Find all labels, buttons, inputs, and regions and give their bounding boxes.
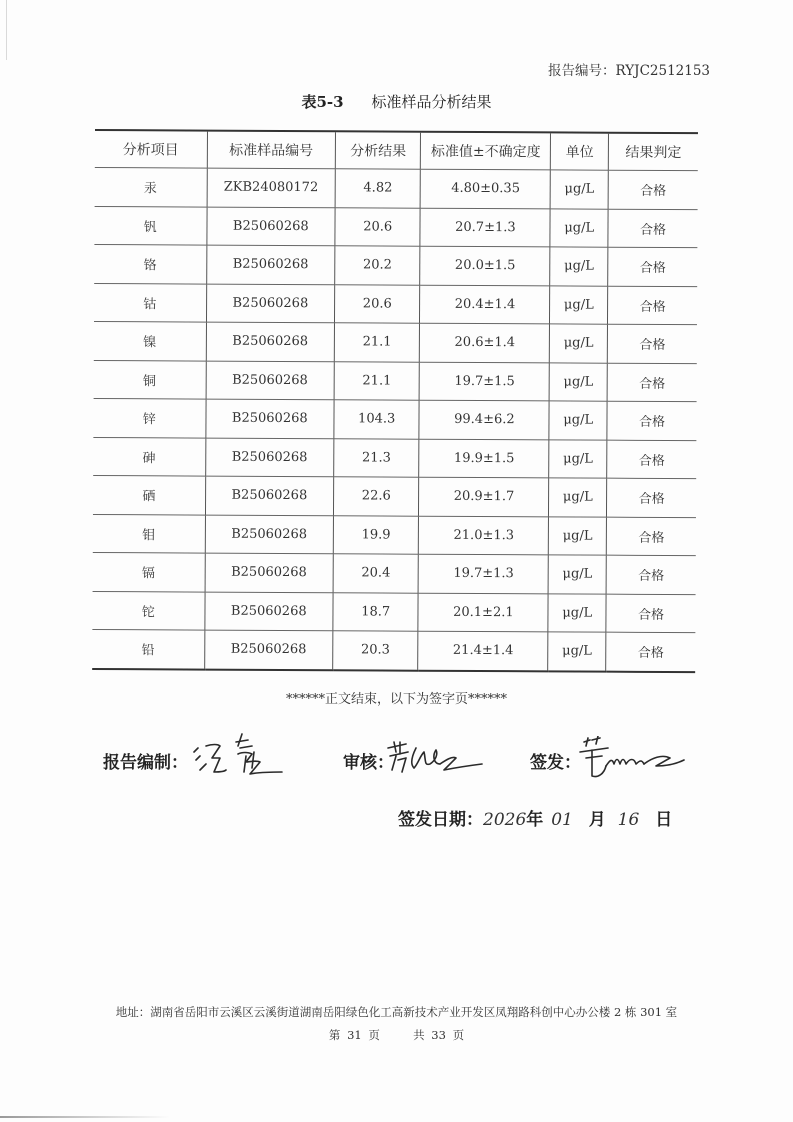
table-row xyxy=(94,244,697,286)
cell-result: 104.3 xyxy=(334,400,419,439)
table-title-text: 标准样品分析结果 xyxy=(371,93,492,111)
table-row xyxy=(93,552,696,594)
table-row xyxy=(93,398,696,440)
column-header-item: 分析项目 xyxy=(95,130,207,168)
footer-address: 地址：湖南省岳阳市云溪区云溪街道湖南岳阳绿色化工高新技术产业开发区凤翔路科创中心办公楼 2 栋 301 室 xyxy=(115,1005,678,1019)
report-number xyxy=(548,59,710,79)
cell-standard: 20.1±2.1 xyxy=(418,593,548,632)
table-header-row xyxy=(95,130,698,171)
cell-result: 20.6 xyxy=(335,207,420,246)
cell-sample-id: B25060268 xyxy=(204,592,333,631)
cell-judgement: 合格 xyxy=(607,363,697,402)
table-row xyxy=(93,514,696,556)
cell-item: 铜 xyxy=(94,360,206,399)
cell-item: 汞 xyxy=(95,167,207,206)
cell-sample-id: B25060268 xyxy=(205,553,334,592)
cell-result: 18.7 xyxy=(333,592,418,631)
table-row xyxy=(94,283,697,325)
day-label: 日 xyxy=(655,810,673,830)
cell-sample-id: B25060268 xyxy=(205,476,334,515)
cell-sample-id: B25060268 xyxy=(206,361,335,400)
cell-standard: 19.9±1.5 xyxy=(419,439,549,478)
cell-standard: 20.0±1.5 xyxy=(420,246,550,285)
cell-sample-id: B25060268 xyxy=(205,438,334,477)
page-suffix: 页 xyxy=(452,1028,465,1042)
cell-result: 21.3 xyxy=(334,438,419,477)
end-of-text-note: ******正文结束，以下为签字页****** xyxy=(285,692,507,707)
cell-standard: 21.0±1.3 xyxy=(419,516,549,555)
table-row xyxy=(93,475,696,517)
prepared-by-signature xyxy=(190,728,290,780)
table-row xyxy=(94,321,697,363)
table-row xyxy=(94,360,697,402)
cell-standard: 20.6±1.4 xyxy=(420,323,550,362)
cell-sample-id: ZKB24080172 xyxy=(207,168,336,207)
cell-judgement: 合格 xyxy=(608,209,698,248)
column-header-sample-id: 标准样品编号 xyxy=(207,131,336,169)
scan-shadow xyxy=(0,1116,170,1118)
cell-item: 钒 xyxy=(94,206,206,245)
page-current: 31 xyxy=(347,1028,362,1042)
cell-item: 硒 xyxy=(93,475,205,514)
issue-day: 16 xyxy=(617,810,640,830)
month-label: 月 xyxy=(588,810,606,830)
table-row xyxy=(94,206,697,248)
cell-judgement: 合格 xyxy=(606,517,696,556)
cell-result: 19.9 xyxy=(333,515,418,554)
report-number-label: 报告编号： xyxy=(548,63,616,79)
cell-sample-id: B25060268 xyxy=(205,515,334,554)
cell-sample-id: B25060268 xyxy=(204,630,333,670)
column-header-unit: 单位 xyxy=(551,132,609,170)
table-row xyxy=(92,629,695,671)
cell-item: 铊 xyxy=(92,591,204,630)
cell-unit: μg/L xyxy=(551,170,609,209)
cell-standard: 21.4±1.4 xyxy=(418,631,548,671)
cell-item: 砷 xyxy=(93,437,205,476)
cell-standard: 19.7±1.5 xyxy=(419,362,549,401)
cell-item: 钼 xyxy=(93,514,205,553)
cell-item: 钴 xyxy=(94,283,206,322)
cell-sample-id: B25060268 xyxy=(206,322,335,361)
column-header-judgement: 结果判定 xyxy=(608,133,698,171)
cell-judgement: 合格 xyxy=(608,247,698,286)
cell-standard: 20.4±1.4 xyxy=(420,285,550,324)
issue-month: 01 xyxy=(551,810,573,830)
issue-date-label: 签发日期： xyxy=(398,810,483,830)
column-header-result: 分析结果 xyxy=(335,131,420,169)
cell-standard: 19.7±1.3 xyxy=(418,554,548,593)
prepared-by-label: 报告编制： xyxy=(103,753,188,773)
cell-result: 20.3 xyxy=(333,631,418,670)
table-title xyxy=(0,91,793,112)
cell-unit: μg/L xyxy=(550,247,608,286)
cell-standard: 20.9±1.7 xyxy=(419,477,549,516)
cell-unit: μg/L xyxy=(549,516,607,555)
cell-result: 4.82 xyxy=(335,169,420,208)
cell-result: 21.1 xyxy=(334,361,419,400)
cell-judgement: 合格 xyxy=(607,440,697,479)
cell-sample-id: B25060268 xyxy=(206,245,335,284)
cell-item: 锌 xyxy=(93,398,205,437)
cell-standard: 20.7±1.3 xyxy=(420,208,550,247)
cell-unit: μg/L xyxy=(548,632,606,671)
cell-unit: μg/L xyxy=(549,401,607,440)
cell-unit: μg/L xyxy=(549,555,607,594)
cell-standard: 4.80±0.35 xyxy=(420,169,550,208)
cell-sample-id: B25060268 xyxy=(206,284,335,323)
cell-unit: μg/L xyxy=(550,362,608,401)
cell-unit: μg/L xyxy=(549,478,607,517)
cell-result: 20.2 xyxy=(335,246,420,285)
issued-by-label: 签发： xyxy=(530,753,581,773)
year-label: 年 xyxy=(526,810,544,830)
cell-judgement: 合格 xyxy=(608,286,698,325)
results-table xyxy=(92,129,698,673)
cell-sample-id: B25060268 xyxy=(205,399,334,438)
page-prefix: 第 xyxy=(328,1028,341,1042)
page-mid: 页 xyxy=(368,1028,380,1042)
cell-judgement: 合格 xyxy=(607,478,697,517)
cell-result: 20.4 xyxy=(333,554,418,593)
cell-sample-id: B25060268 xyxy=(206,207,335,246)
issue-date xyxy=(398,805,672,830)
cell-item: 镉 xyxy=(93,552,205,591)
cell-judgement: 合格 xyxy=(608,170,698,209)
table-row xyxy=(92,591,695,633)
cell-judgement: 合格 xyxy=(606,632,696,671)
cell-judgement: 合格 xyxy=(606,594,696,633)
cell-unit: μg/L xyxy=(548,593,606,632)
column-header-standard: 标准值±不确定度 xyxy=(421,132,551,170)
cell-item: 镍 xyxy=(94,321,206,360)
cell-judgement: 合格 xyxy=(607,401,697,440)
table-row xyxy=(93,437,696,479)
table-number: 表5-3 xyxy=(301,93,344,111)
reviewed-by-signature xyxy=(386,738,486,780)
page-total-prefix: 共 xyxy=(413,1028,425,1042)
cell-item: 铅 xyxy=(92,629,204,669)
reviewed-by-label: 审核： xyxy=(343,753,394,773)
cell-unit: μg/L xyxy=(550,285,608,324)
cell-unit: μg/L xyxy=(550,208,608,247)
cell-result: 21.1 xyxy=(334,323,419,362)
cell-result: 20.6 xyxy=(335,284,420,323)
cell-judgement: 合格 xyxy=(607,324,697,363)
report-number-value: RYJC2512153 xyxy=(615,63,711,79)
cell-item: 铬 xyxy=(94,244,206,283)
cell-standard: 99.4±6.2 xyxy=(419,400,549,439)
page-number xyxy=(0,1027,793,1043)
issued-by-signature xyxy=(578,736,688,786)
cell-unit: μg/L xyxy=(549,439,607,478)
cell-judgement: 合格 xyxy=(606,555,696,594)
page-edge xyxy=(6,0,7,60)
cell-unit: μg/L xyxy=(550,324,608,363)
table-row xyxy=(95,167,698,209)
cell-result: 22.6 xyxy=(334,477,419,516)
page-total: 33 xyxy=(431,1028,446,1042)
issue-year: 2026 xyxy=(483,810,527,830)
